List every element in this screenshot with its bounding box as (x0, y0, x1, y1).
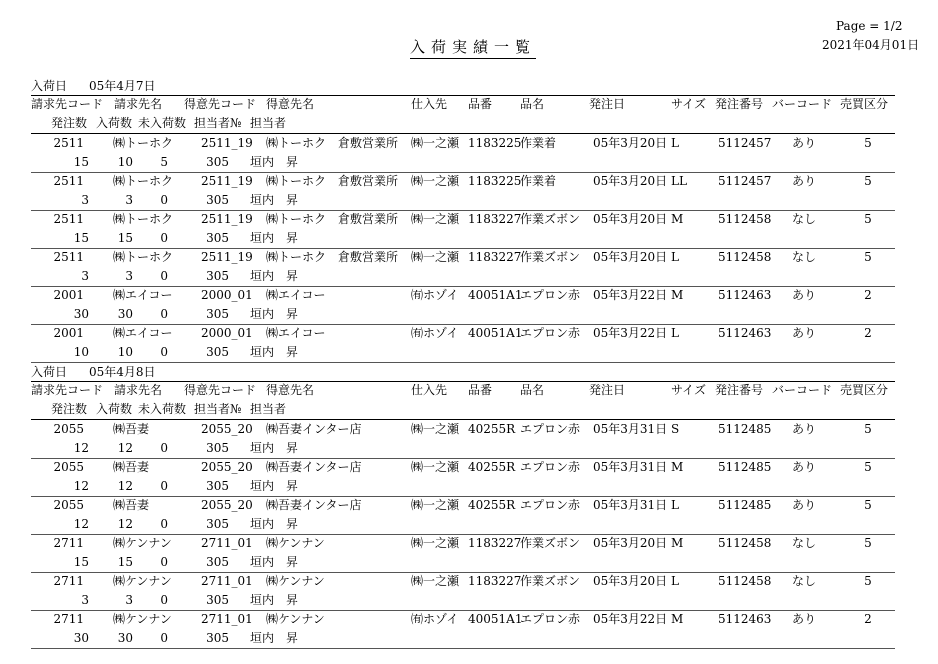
row-supplier: ㈲ホゾイ (411, 288, 459, 302)
row-supplier: ㈲ホゾイ (411, 326, 459, 340)
row-cust-code: 2055_20 (201, 422, 253, 436)
group-divider (31, 95, 895, 96)
row-item-name: エプロン赤 (520, 498, 581, 512)
row-barcode: あり (791, 136, 816, 150)
group-date-value: 05年4月8日 (89, 365, 156, 379)
header-size: サイズ (671, 383, 707, 397)
row-order-no: 5112485 (718, 460, 772, 474)
row-bill-name: ㈱エイコー (113, 288, 173, 302)
row-unrecv-qty: 0 (160, 193, 168, 207)
header-cust-code: 得意先コード (184, 383, 257, 397)
row-staff: 垣内 昇 (250, 269, 299, 283)
header-order-no: 発注番号 (715, 97, 764, 111)
row-item-no: 1183227 (468, 212, 522, 226)
row-cust-name: ㈱トーホク 倉敷営業所 (266, 174, 399, 188)
row-item-no: 1183225 (468, 174, 522, 188)
row-unrecv-qty: 0 (160, 555, 168, 569)
row-recv-qty: 12 (117, 517, 133, 531)
row-staff: 垣内 昇 (250, 517, 299, 531)
row-unrecv-qty: 0 (160, 269, 168, 283)
row-staff: 垣内 昇 (250, 631, 299, 645)
row-sales-cat: 5 (864, 498, 872, 512)
row-bill-name: ㈱エイコー (113, 326, 173, 340)
row-cust-code: 2711_01 (201, 612, 253, 626)
row-order-qty: 3 (81, 269, 89, 283)
row-cust-name: ㈱吾妻インター店 (266, 422, 362, 436)
row-recv-qty: 15 (117, 231, 133, 245)
group-divider (31, 381, 895, 382)
row-unrecv-qty: 0 (160, 631, 168, 645)
row-divider (31, 496, 895, 497)
row-item-name: エプロン赤 (520, 612, 581, 626)
row-barcode: なし (791, 536, 816, 550)
row-bill-code: 2511 (53, 250, 84, 264)
row-item-name: エプロン赤 (520, 460, 581, 474)
group-date-label: 入荷日 (31, 365, 68, 379)
row-bill-name: ㈱ケンナン (113, 574, 172, 588)
row-cust-name: ㈱ケンナン (266, 574, 325, 588)
row-size: S (671, 422, 680, 436)
row-item-no: 40051A1 (468, 326, 523, 340)
row-barcode: なし (791, 574, 816, 588)
row-bill-code: 2711 (53, 574, 84, 588)
row-staff-no: 305 (206, 269, 229, 283)
header-order-date: 発注日 (589, 383, 626, 397)
row-size: LL (671, 174, 687, 188)
row-barcode: あり (791, 460, 816, 474)
page-number: Page = 1/2 (836, 19, 903, 33)
row-staff: 垣内 昇 (250, 155, 299, 169)
header-supplier: 仕入先 (411, 97, 448, 111)
row-bill-name: ㈱吾妻 (113, 422, 150, 436)
row-order-qty: 15 (73, 231, 89, 245)
row-order-qty: 30 (73, 631, 89, 645)
row-unrecv-qty: 0 (160, 517, 168, 531)
row-recv-qty: 3 (125, 593, 133, 607)
row-order-no: 5112458 (718, 250, 772, 264)
row-sales-cat: 2 (864, 612, 872, 626)
row-size: M (671, 288, 684, 302)
row-cust-name: ㈱エイコー (266, 288, 326, 302)
row-unrecv-qty: 5 (160, 155, 168, 169)
row-unrecv-qty: 0 (160, 307, 168, 321)
row-supplier: ㈲ホゾイ (411, 612, 459, 626)
row-size: M (671, 460, 684, 474)
row-bill-name: ㈱ケンナン (113, 612, 172, 626)
row-item-name: エプロン赤 (520, 326, 581, 340)
row-item-no: 40051A1 (468, 288, 523, 302)
row-staff: 垣内 昇 (250, 593, 299, 607)
row-order-no: 5112485 (718, 498, 772, 512)
header-order-qty: 発注数 (51, 402, 88, 416)
row-sales-cat: 5 (864, 536, 872, 550)
row-staff: 垣内 昇 (250, 193, 299, 207)
row-order-no: 5112458 (718, 212, 772, 226)
row-unrecv-qty: 0 (160, 345, 168, 359)
row-recv-qty: 3 (125, 193, 133, 207)
row-order-date: 05年3月22日 (593, 612, 668, 626)
row-size: L (671, 574, 679, 588)
row-staff-no: 305 (206, 193, 229, 207)
row-order-date: 05年3月20日 (593, 574, 668, 588)
header-recv-qty: 入荷数 (96, 402, 133, 416)
row-sales-cat: 5 (864, 422, 872, 436)
row-cust-code: 2055_20 (201, 460, 253, 474)
row-bill-code: 2055 (53, 498, 84, 512)
row-unrecv-qty: 0 (160, 593, 168, 607)
row-item-no: 40255R (468, 422, 516, 436)
row-size: L (671, 250, 679, 264)
row-recv-qty: 10 (117, 155, 133, 169)
header-sales-cat: 売買区分 (840, 97, 889, 111)
row-order-date: 05年3月20日 (593, 136, 668, 150)
row-order-no: 5112463 (718, 612, 772, 626)
header-staff-no: 担当者№ (194, 402, 242, 416)
header-size: サイズ (671, 97, 707, 111)
row-divider (31, 534, 895, 535)
row-staff-no: 305 (206, 231, 229, 245)
row-size: L (671, 136, 679, 150)
row-divider (31, 172, 895, 173)
row-bill-code: 2711 (53, 612, 84, 626)
row-supplier: ㈱一之瀬 (411, 212, 460, 226)
row-cust-code: 2511_19 (201, 174, 253, 188)
row-staff: 垣内 昇 (250, 479, 299, 493)
row-staff: 垣内 昇 (250, 441, 299, 455)
header-barcode: バーコード (772, 383, 833, 397)
row-size: M (671, 536, 684, 550)
row-bill-name: ㈱ケンナン (113, 536, 172, 550)
row-cust-name: ㈱吾妻インター店 (266, 460, 362, 474)
row-sales-cat: 5 (864, 574, 872, 588)
row-order-qty: 3 (81, 193, 89, 207)
row-cust-name: ㈱ケンナン (266, 536, 325, 550)
row-staff: 垣内 昇 (250, 307, 299, 321)
header-supplier: 仕入先 (411, 383, 448, 397)
row-unrecv-qty: 0 (160, 231, 168, 245)
row-item-name: 作業着 (520, 174, 557, 188)
row-staff-no: 305 (206, 345, 229, 359)
header-barcode: バーコード (772, 97, 833, 111)
row-cust-code: 2711_01 (201, 536, 253, 550)
row-bill-name: ㈱トーホク (113, 250, 174, 264)
row-supplier: ㈱一之瀬 (411, 136, 460, 150)
row-barcode: あり (791, 498, 816, 512)
header-staff: 担当者 (250, 402, 287, 416)
row-cust-name: ㈱エイコー (266, 326, 326, 340)
row-order-date: 05年3月22日 (593, 288, 668, 302)
row-cust-code: 2000_01 (201, 288, 253, 302)
header-recv-qty: 入荷数 (96, 116, 133, 130)
row-bill-code: 2511 (53, 212, 84, 226)
row-staff-no: 305 (206, 555, 229, 569)
row-order-date: 05年3月31日 (593, 498, 668, 512)
row-sales-cat: 2 (864, 326, 872, 340)
row-recv-qty: 30 (117, 631, 133, 645)
row-bill-code: 2055 (53, 422, 84, 436)
row-cust-code: 2511_19 (201, 136, 253, 150)
row-staff-no: 305 (206, 441, 229, 455)
row-cust-code: 2000_01 (201, 326, 253, 340)
row-recv-qty: 10 (117, 345, 133, 359)
row-staff: 垣内 昇 (250, 345, 299, 359)
row-order-no: 5112458 (718, 574, 772, 588)
row-sales-cat: 5 (864, 136, 872, 150)
row-order-qty: 10 (73, 345, 89, 359)
header-divider (31, 133, 895, 134)
row-divider (31, 648, 895, 649)
row-recv-qty: 12 (117, 479, 133, 493)
header-bill-code: 請求先コード (31, 383, 104, 397)
row-order-qty: 3 (81, 593, 89, 607)
row-order-qty: 12 (73, 479, 89, 493)
group-date-value: 05年4月7日 (89, 79, 156, 93)
row-sales-cat: 2 (864, 288, 872, 302)
row-barcode: なし (791, 212, 816, 226)
report-date: 2021年04月01日 (822, 38, 920, 52)
row-supplier: ㈱一之瀬 (411, 460, 460, 474)
row-order-qty: 15 (73, 555, 89, 569)
row-sales-cat: 5 (864, 460, 872, 474)
row-barcode: あり (791, 288, 816, 302)
row-cust-name: ㈱吾妻インター店 (266, 498, 362, 512)
header-item-name: 品名 (520, 383, 545, 397)
row-item-no: 1183227 (468, 574, 522, 588)
row-recv-qty: 3 (125, 269, 133, 283)
row-order-no: 5112457 (718, 174, 772, 188)
row-order-date: 05年3月20日 (593, 250, 668, 264)
row-bill-code: 2511 (53, 136, 84, 150)
row-item-name: エプロン赤 (520, 422, 581, 436)
row-item-no: 40051A1 (468, 612, 523, 626)
row-bill-name: ㈱吾妻 (113, 460, 150, 474)
row-recv-qty: 12 (117, 441, 133, 455)
row-divider (31, 210, 895, 211)
row-cust-name: ㈱トーホク 倉敷営業所 (266, 212, 399, 226)
row-item-name: 作業着 (520, 136, 557, 150)
header-divider (31, 419, 895, 420)
row-bill-code: 2001 (53, 288, 84, 302)
header-staff: 担当者 (250, 116, 287, 130)
row-staff: 垣内 昇 (250, 231, 299, 245)
row-cust-name: ㈱ケンナン (266, 612, 325, 626)
header-sales-cat: 売買区分 (840, 383, 889, 397)
row-order-no: 5112463 (718, 326, 772, 340)
header-item-no: 品番 (468, 97, 493, 111)
row-staff-no: 305 (206, 517, 229, 531)
row-size: L (671, 326, 679, 340)
row-order-no: 5112463 (718, 288, 772, 302)
row-staff-no: 305 (206, 593, 229, 607)
row-order-qty: 12 (73, 517, 89, 531)
row-item-no: 1183225 (468, 136, 522, 150)
row-staff-no: 305 (206, 307, 229, 321)
row-staff-no: 305 (206, 631, 229, 645)
row-size: M (671, 212, 684, 226)
row-recv-qty: 30 (117, 307, 133, 321)
row-item-name: エプロン赤 (520, 288, 581, 302)
row-size: M (671, 612, 684, 626)
row-cust-code: 2711_01 (201, 574, 253, 588)
row-recv-qty: 15 (117, 555, 133, 569)
row-barcode: あり (791, 326, 816, 340)
header-order-qty: 発注数 (51, 116, 88, 130)
row-divider (31, 362, 895, 363)
row-item-name: 作業ズボン (520, 250, 581, 264)
row-bill-name: ㈱吾妻 (113, 498, 150, 512)
header-cust-code: 得意先コード (184, 97, 257, 111)
row-order-date: 05年3月20日 (593, 212, 668, 226)
row-staff-no: 305 (206, 479, 229, 493)
row-barcode: あり (791, 174, 816, 188)
header-order-no: 発注番号 (715, 383, 764, 397)
row-supplier: ㈱一之瀬 (411, 422, 460, 436)
row-item-name: 作業ズボン (520, 212, 581, 226)
row-barcode: なし (791, 250, 816, 264)
row-supplier: ㈱一之瀬 (411, 536, 460, 550)
row-divider (31, 572, 895, 573)
row-order-qty: 15 (73, 155, 89, 169)
row-divider (31, 458, 895, 459)
row-order-date: 05年3月31日 (593, 460, 668, 474)
row-bill-code: 2055 (53, 460, 84, 474)
row-barcode: あり (791, 612, 816, 626)
row-cust-code: 2511_19 (201, 212, 253, 226)
row-size: L (671, 498, 679, 512)
row-item-name: 作業ズボン (520, 574, 581, 588)
row-item-name: 作業ズボン (520, 536, 581, 550)
row-sales-cat: 5 (864, 250, 872, 264)
header-order-date: 発注日 (589, 97, 626, 111)
row-cust-name: ㈱トーホク 倉敷営業所 (266, 136, 399, 150)
row-divider (31, 610, 895, 611)
row-item-no: 1183227 (468, 250, 522, 264)
row-bill-name: ㈱トーホク (113, 212, 174, 226)
header-bill-code: 請求先コード (31, 97, 104, 111)
header-bill-name: 請求先名 (114, 97, 163, 111)
row-barcode: あり (791, 422, 816, 436)
row-order-no: 5112457 (718, 136, 772, 150)
row-item-no: 40255R (468, 460, 516, 474)
header-cust-name: 得意先名 (266, 97, 315, 111)
row-order-no: 5112458 (718, 536, 772, 550)
header-bill-name: 請求先名 (114, 383, 163, 397)
header-cust-name: 得意先名 (266, 383, 315, 397)
row-item-no: 40255R (468, 498, 516, 512)
row-divider (31, 248, 895, 249)
row-divider (31, 324, 895, 325)
row-order-qty: 30 (73, 307, 89, 321)
row-bill-code: 2511 (53, 174, 84, 188)
group-date-label: 入荷日 (31, 79, 68, 93)
row-supplier: ㈱一之瀬 (411, 174, 460, 188)
row-order-date: 05年3月22日 (593, 326, 668, 340)
header-staff-no: 担当者№ (194, 116, 242, 130)
row-bill-name: ㈱トーホク (113, 136, 174, 150)
row-cust-code: 2055_20 (201, 498, 253, 512)
row-bill-code: 2001 (53, 326, 84, 340)
row-bill-code: 2711 (53, 536, 84, 550)
row-staff-no: 305 (206, 155, 229, 169)
row-order-no: 5112485 (718, 422, 772, 436)
row-order-qty: 12 (73, 441, 89, 455)
report-title: 入荷実績一覧 (410, 36, 536, 59)
row-sales-cat: 5 (864, 212, 872, 226)
row-unrecv-qty: 0 (160, 479, 168, 493)
header-item-name: 品名 (520, 97, 545, 111)
row-item-no: 1183227 (468, 536, 522, 550)
row-unrecv-qty: 0 (160, 441, 168, 455)
header-item-no: 品番 (468, 383, 493, 397)
header-unrecv-qty: 未入荷数 (138, 116, 187, 130)
row-staff: 垣内 昇 (250, 555, 299, 569)
row-supplier: ㈱一之瀬 (411, 498, 460, 512)
row-sales-cat: 5 (864, 174, 872, 188)
row-cust-code: 2511_19 (201, 250, 253, 264)
row-divider (31, 286, 895, 287)
row-order-date: 05年3月20日 (593, 174, 668, 188)
row-cust-name: ㈱トーホク 倉敷営業所 (266, 250, 399, 264)
row-bill-name: ㈱トーホク (113, 174, 174, 188)
row-order-date: 05年3月20日 (593, 536, 668, 550)
row-supplier: ㈱一之瀬 (411, 574, 460, 588)
header-unrecv-qty: 未入荷数 (138, 402, 187, 416)
row-supplier: ㈱一之瀬 (411, 250, 460, 264)
row-order-date: 05年3月31日 (593, 422, 668, 436)
